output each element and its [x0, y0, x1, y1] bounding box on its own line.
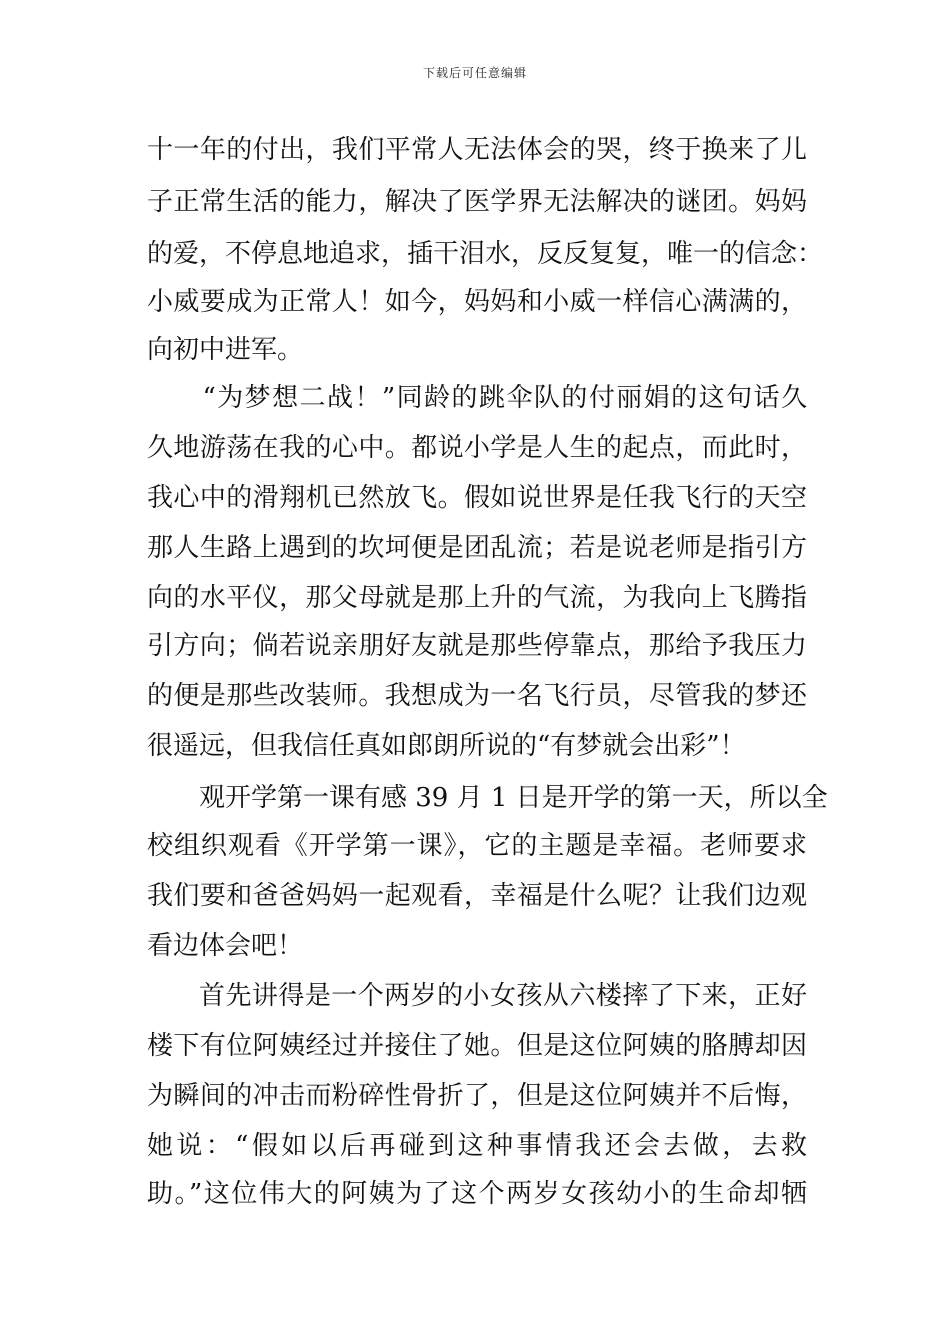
text-line: 那人生路上遇到的坎坷便是团乱流；若是说老师是指引方	[147, 533, 807, 563]
text-line: “为梦想二战！”同龄的跳伞队的付丽娟的这句话久	[175, 383, 807, 413]
text-line: 小威要成为正常人！如今，妈妈和小威一样信心满满的，	[147, 287, 807, 317]
text-line: 的便是那些改装师。我想成为一名飞行员，尽管我的梦还	[147, 681, 807, 711]
text-line: 向的水平仪，那父母就是那上升的气流，为我向上飞腾指	[147, 583, 807, 613]
text-line: 我心中的滑翔机已然放飞。假如说世界是任我飞行的天空	[147, 483, 807, 513]
text-line: 看边体会吧！	[147, 931, 304, 961]
text-line: 向初中进军。	[147, 335, 304, 365]
page-header: 下载后可任意编辑	[422, 66, 527, 80]
text-line: 楼下有位阿姨经过并接住了她。但是这位阿姨的胳膊却因	[147, 1031, 807, 1061]
text-line: 观开学第一课有感 39 月 1 日是开学的第一天，所以全	[199, 783, 828, 813]
text-line: 久地游荡在我的心中。都说小学是人生的起点，而此时，	[147, 433, 807, 463]
text-line: 首先讲得是一个两岁的小女孩从六楼摔了下来，正好	[199, 981, 807, 1011]
text-line: 的爱，不停息地追求，插干泪水，反反复复，唯一的信念：	[147, 239, 824, 269]
text-line: 助。”这位伟大的阿姨为了这个两岁女孩幼小的生命却牺	[147, 1179, 807, 1209]
text-line: 引方向；倘若说亲朋好友就是那些停靠点，那给予我压力	[147, 631, 807, 661]
text-line: 为瞬间的冲击而粉碎性骨折了，但是这位阿姨并不后悔，	[147, 1081, 807, 1111]
text-line: 她说：“假如以后再碰到这种事情我还会去做，去救	[147, 1131, 807, 1161]
text-line: 很遥远，但我信任真如郎朗所说的“有梦就会出彩”！	[147, 731, 746, 761]
text-line: 十一年的付出，我们平常人无法体会的哭，终于换来了儿	[147, 135, 807, 165]
text-line: 我们要和爸爸妈妈一起观看，幸福是什么呢？让我们边观	[147, 881, 807, 911]
text-line: 子正常生活的能力，解决了医学界无法解决的谜团。妈妈	[147, 187, 807, 217]
text-line: 校组织观看《开学第一课》，它的主题是幸福。老师要求	[147, 831, 807, 861]
